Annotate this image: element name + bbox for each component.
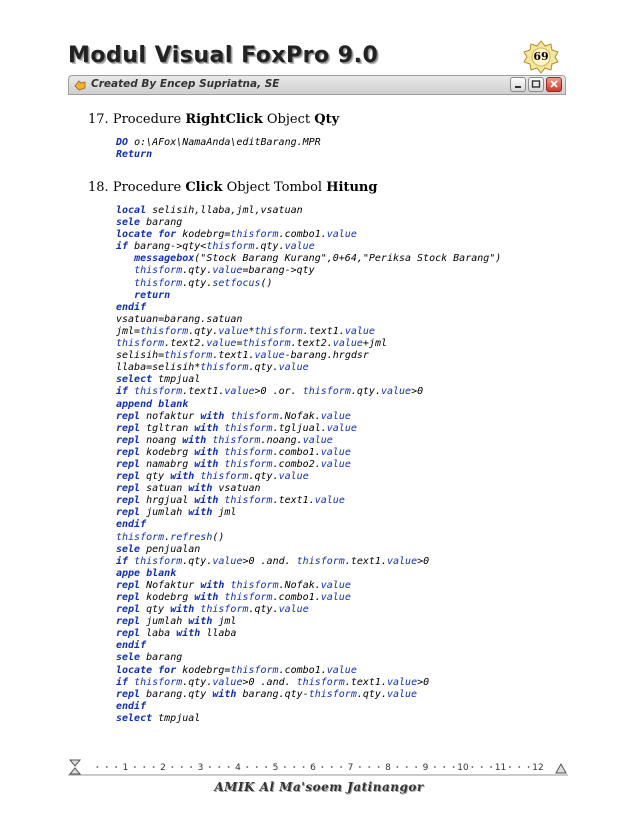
code-line: repl namabrg with thisform.combo2.value: [116, 458, 351, 470]
code-line: select tmpjual: [116, 374, 201, 386]
code-line: thisform.qty.value=barang->qty: [134, 265, 315, 277]
ruler-tick: [209, 766, 211, 768]
ruler-tick: [368, 766, 370, 768]
code-line: repl satuan with vsatuan: [116, 483, 261, 495]
close-button[interactable]: [546, 77, 562, 92]
ruler-tick: [256, 766, 258, 768]
code-line: DO o:\AFox\NamaAnda\editBarang.MPR: [116, 137, 321, 148]
code-line: repl kodebrg with thisform.combo1.value: [116, 592, 351, 603]
heading-object: Qty: [314, 112, 340, 127]
code-line: repl hrgjual with thisform.text1.value: [116, 495, 345, 507]
code-line: llaba=selisih*thisform.qty.value: [116, 362, 309, 374]
ruler-label: 8: [385, 763, 391, 773]
ruler-tick: [293, 766, 295, 768]
ruler-label: 11: [494, 763, 507, 773]
document-title: Modul Visual FoxPro 9.0: [68, 43, 379, 68]
ruler-tick: [106, 766, 108, 768]
procedure-heading-17: [88, 112, 339, 127]
code-line: Return: [116, 149, 153, 161]
ruler-label: 10: [457, 763, 469, 773]
ruler-tick: [331, 766, 333, 768]
heading-object: Hitung: [326, 180, 378, 195]
page-number: 69: [533, 50, 549, 63]
procedure-heading-18: [88, 180, 377, 195]
ruler-tick: [443, 766, 445, 768]
code-line: vsatuan=barang.satuan: [116, 313, 243, 325]
ruler-tick: [218, 766, 220, 768]
right-indent-icon[interactable]: [556, 764, 566, 773]
ruler-tick: [190, 766, 192, 768]
ruler-tick: [415, 766, 417, 768]
code-line: selisih=thisform.text1.value-barang.hrgdsr: [116, 350, 369, 362]
document-ruler: [68, 758, 568, 776]
author-credit: Created By Encep Supriatna, SE: [91, 78, 280, 90]
page-number-badge: [523, 40, 559, 74]
code-line: appe blank: [116, 567, 177, 579]
code-line: repl qty with thisform.qty.value: [116, 471, 309, 483]
code-line: repl kodebrg with thisform.combo1.value: [116, 446, 351, 458]
heading-event: RightClick: [185, 112, 263, 127]
code-line: thisform.refresh(): [116, 531, 225, 543]
code-line: if thisform.qty.value>0 .and. thisform.text1.value>0: [116, 555, 430, 567]
ruler-tick: [115, 766, 117, 768]
ruler-tick: [359, 766, 361, 768]
maximize-button[interactable]: [528, 77, 544, 92]
code-line: if barang->qty<thisform.qty.value: [116, 241, 315, 253]
code-line: repl qty with thisform.qty.value: [116, 604, 309, 616]
ruler-tick: [265, 766, 267, 768]
ruler-label: 1: [122, 763, 129, 773]
code-line: repl laba with llaba: [116, 628, 237, 640]
heading-prefix: Procedure: [112, 180, 186, 195]
code-line: repl tgltran with thisform.tgljual.value: [116, 422, 357, 434]
ruler-tick: [434, 766, 436, 768]
code-line: endif: [116, 301, 147, 313]
code-line: if thisform.text1.value>0 .or. thisform.qty.value>0: [116, 386, 424, 398]
ruler-label: 7: [347, 763, 354, 773]
ruler-tick: [228, 766, 230, 768]
ruler-tick: [321, 766, 323, 768]
code-line: sele barang: [116, 652, 183, 664]
code-line: sele barang: [116, 217, 183, 229]
indent-marker-icon[interactable]: [70, 760, 80, 774]
code-line: repl nofaktur with thisform.Nofak.value: [116, 410, 351, 422]
ruler-tick: [509, 766, 511, 768]
code-line: repl jumlah with jml: [116, 616, 237, 628]
close-icon: [547, 78, 561, 91]
ruler-tick: [471, 766, 473, 768]
code-line: endif: [116, 640, 147, 652]
code-line: endif: [116, 519, 147, 531]
code-line: thisform.text2.value=thisform.text2.value+jml: [116, 338, 387, 350]
ruler-tick: [284, 766, 286, 768]
window-title-bar: [68, 75, 566, 95]
code-line: repl noang with thisform.noang.value: [116, 434, 333, 446]
code-block-hitung: [116, 205, 501, 725]
ruler-label: 3: [197, 763, 204, 773]
ruler-tick: [518, 766, 520, 768]
ruler-tick: [406, 766, 408, 768]
code-line: locate for kodebrg=thisform.combo1.value: [116, 229, 357, 241]
ruler-tick: [153, 766, 155, 768]
ruler-tick: [453, 766, 455, 768]
maximize-icon: [529, 78, 543, 91]
ruler-tick: [396, 766, 398, 768]
ruler-label: 2: [160, 763, 166, 773]
code-line: append blank: [116, 398, 189, 410]
ruler-label: 4: [235, 763, 241, 773]
code-line: sele penjualan: [116, 543, 201, 555]
ruler-label: 6: [310, 763, 316, 773]
minimize-button[interactable]: [510, 77, 526, 92]
footer-institution: AMIK Al Ma'soem Jatinangor: [214, 780, 424, 794]
heading-middle: Object Tombol: [222, 180, 327, 195]
ruler-label: 12: [532, 763, 544, 773]
minimize-icon: [511, 78, 525, 91]
code-line: if thisform.qty.value>0 .and. thisform.text1.value>0: [116, 676, 430, 688]
ruler-label: 9: [422, 763, 429, 773]
heading-prefix: Procedure: [112, 112, 186, 127]
code-line: repl barang.qty with barang.qty-thisform.qty.value: [116, 688, 418, 700]
ruler-tick: [528, 766, 530, 768]
ruler-tick: [378, 766, 380, 768]
code-line: select tmpjual: [116, 712, 201, 724]
code-line: locate for kodebrg=thisform.combo1.value: [116, 664, 357, 676]
heading-number: 17.: [88, 112, 109, 127]
code-line: jml=thisform.qty.value*thisform.text1.value: [116, 325, 375, 337]
code-line: messagebox("Stock Barang Kurang",0+64,"Periksa Stock Barang"): [134, 253, 502, 265]
code-line: return: [134, 289, 171, 301]
ruler-tick: [303, 766, 305, 768]
code-line: endif: [116, 700, 147, 712]
code-block-rightclick: [116, 137, 321, 161]
ruler-tick: [96, 766, 98, 768]
hand-pointer-icon: [73, 78, 87, 92]
heading-number: 18.: [88, 180, 109, 195]
ruler-tick: [481, 766, 483, 768]
code-line: thisform.qty.setfocus(): [134, 277, 273, 289]
ruler-tick: [340, 766, 342, 768]
ruler-label: 5: [272, 763, 279, 773]
ruler-tick: [246, 766, 248, 768]
code-line: repl Nofaktur with thisform.Nofak.value: [116, 579, 351, 591]
code-line: local selisih,llaba,jml,vsatuan: [116, 205, 303, 216]
ruler-graphic: [68, 758, 568, 776]
heading-event: Click: [185, 180, 223, 195]
ruler-tick: [490, 766, 492, 768]
ruler-tick: [171, 766, 173, 768]
heading-middle: Object: [262, 112, 315, 127]
ruler-tick: [134, 766, 136, 768]
code-line: repl jumlah with jml: [116, 507, 237, 519]
ruler-tick: [143, 766, 145, 768]
ruler-tick: [181, 766, 183, 768]
